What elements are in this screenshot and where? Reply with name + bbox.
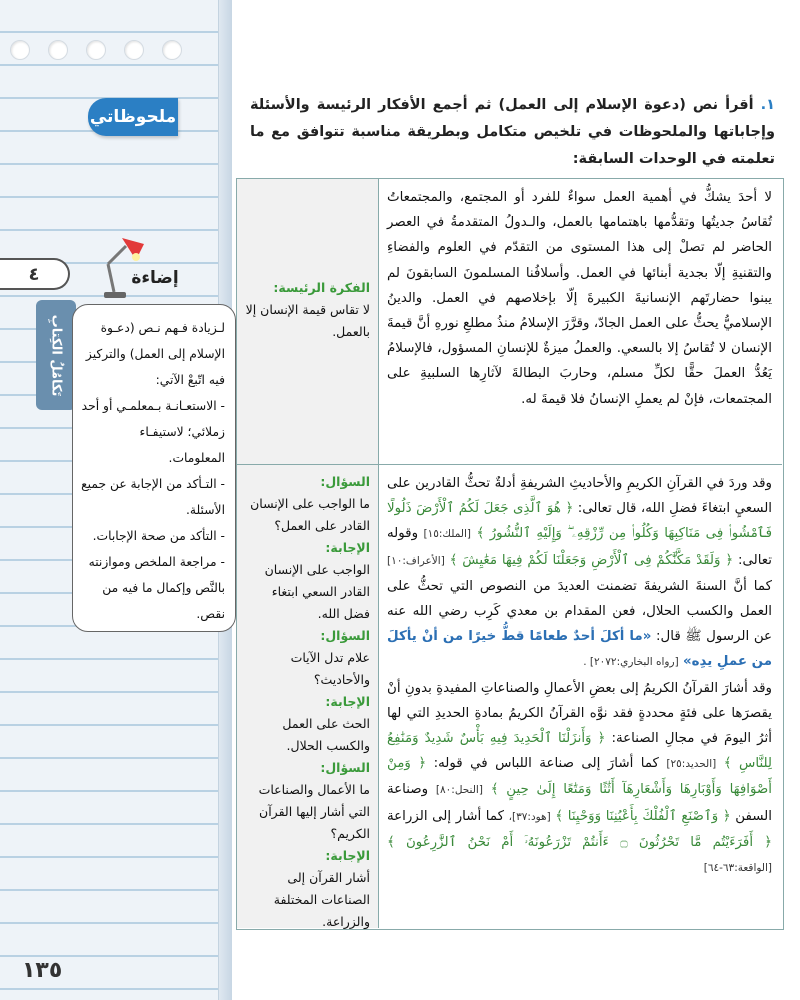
book-integration-label: تَكامُلُ الكِتابِ xyxy=(48,314,64,396)
lamp-icon xyxy=(86,232,156,302)
quran-verse: ﴿ وَٱصْنَعِ ٱلْفُلْكَ بِأَعْيُنِنَا وَوَحْيِنَا ﴾ xyxy=(555,808,731,824)
verse-reference: [الملك:١٥] xyxy=(423,528,472,541)
instruction-text: أقرأ نص (دعوة الإسلام إلى العمل) ثم أجمع الأفكار الرئيسة والأسئلة وإجاباتها والملحوظات في تلخيص متكامل وبطريقة مناسبة تتوافق مع ما تعلمته في الوحدات السابقة: xyxy=(250,97,775,167)
quran-verse: ﴿ هُوَ ٱلَّذِى جَعَلَ لَكُمُ ٱلْأَرْضَ ذَلُولًا فَٱمْشُوا۟ فِى مَنَاكِبِهَا وَكُلُوا۟ مِن رِّزْقِهِۦ ۖ وَإِلَيْهِ ٱلنُّشُورُ ﴾ xyxy=(387,501,772,542)
tip-item: - التأكد من صحة الإجابات. xyxy=(92,529,225,543)
main-idea-label: الفكرة الرئيسة: xyxy=(273,280,370,295)
quran-verse: ﴿ وَمِنْ أَصْوَافِهَا وَأَوْبَارِهَا وَأَشْعَارِهَآ أَثَٰثًا وَمَتَٰعًا إِلَىٰ حِينٍ ﴾ xyxy=(387,756,772,798)
table-row xyxy=(237,179,782,465)
binder-holes xyxy=(10,40,182,60)
verse-reference: [هود:٣٧]، xyxy=(508,810,551,823)
lamp-title: إضاءة xyxy=(131,268,179,288)
paragraph-text: وقوله تعالى: xyxy=(387,526,772,568)
binder-hole xyxy=(124,40,144,60)
instruction-number: ١. xyxy=(760,97,775,113)
binder-hole xyxy=(10,40,30,60)
answer-label: الإجابة: xyxy=(325,540,370,555)
binder-hole xyxy=(86,40,106,60)
unit-ribbon: ٤ xyxy=(0,258,70,290)
paragraph-text: كما أنَّ السنةَ الشريفةَ تضمنت العديدَ من النصوص التي تحثُّ على العمل والكسب الحلال، فعن المقدام بن معدي كَرِب رضي الله عنه عن الرسول ﷺ قال: xyxy=(387,578,773,645)
question-text: ما الواجب على الإنسان القادر على العمل؟ xyxy=(250,496,370,533)
notes-cell xyxy=(237,179,379,464)
answer-text: أشار القرآن إلى الصناعات المختلفة والزراعة. xyxy=(273,870,370,929)
quran-verse: ﴿ وَلَقَدْ مَكَّنَّٰكُمْ فِى ٱلْأَرْضِ وَجَعَلْنَا لَكُمْ فِيهَا مَعَٰيِشَ ﴾ xyxy=(449,552,734,568)
binder-hole xyxy=(162,40,182,60)
paragraph-text: كما أشار إلى الزراعة xyxy=(387,808,505,824)
verse-reference: [الواقعة:٦٣-٦٤] xyxy=(703,862,772,875)
tip-intro: لـزيادة فـهم نـص (دعـوة الإسلام إلى العمل) والتركيز فيه اتّبعْ الآتي: xyxy=(85,321,225,387)
binder-hole xyxy=(48,40,68,60)
answer-text: الحث على العمل والكسب الحلال. xyxy=(282,716,370,753)
paragraph-text: وصناعة السفن xyxy=(387,782,772,824)
question-text: علام تدل الآيات والأحاديث؟ xyxy=(290,650,370,687)
hadith-text: «ما أكلَ أحدٌ طعامًا قطُّ خيرًا من أنْ يأكلَ من عملِ يدِه» xyxy=(387,629,772,670)
passage-text: لا أحدَ يشكُّ في أهمية العمل سواءٌ للفرد أو المجتمع، والمجتمعاتُ تُقاسُ جديتُها وتقدُّمها باهتمامها بالعمل، والـدولُ المتقدمةُ في العصر الحاضر لم تصلْ إلى هذا المستوى من التقدّم في العلوم والفضاءِ والتقنيةِ إلّا بجدية أبنائها في العمل. وأسلافُنا المسلمونَ السابقونَ لم يبنوا حضارتَهم الإنسانيةَ الكبيرةَ إلّا بإخلاصهم في العمل. والدينُ الإسلاميُّ يحثُّ على العمل الجادّ، وقرَّرَ الإسلامُ منذُ مطلعِ نورهِ أنَّ قيمةَ الإنسان لا تُقاسُ إلا بالسعي. والعملُ ميزةٌ للإنسانِ المسؤول، فالإسلامُ يَعُدُّ العملَ حقًّا لكلِّ مسلم، وحاربَ البطالةَ لآثارِها السلبيةِ على المجتمعات، فإنْ لم يعملِ الإنسانُ فلا قيمةَ له. xyxy=(387,190,772,407)
paragraph-text: وقد وردَ في القرآنِ الكريمِ والأحاديثِ الشريفةِ أدلةٌ تحثُّ القادرين على السعيِ ابتغاءَ فضلِ الله، قال تعالى: xyxy=(387,476,772,517)
book-integration-tab xyxy=(36,300,76,410)
notes-label: ملحوظاتي xyxy=(88,98,178,136)
page-number: ١٣٥ xyxy=(22,958,63,983)
instruction xyxy=(250,92,775,173)
passage-cell xyxy=(379,179,782,464)
paragraph-text: وقد أشارَ القرآنُ الكريمُ إلى بعضِ الأعمالِ والصناعاتِ المفيدةِ بدونِ أنْ يقصرَها على فئةٍ محددةٍ فقد نوَّه القرآنُ الكريمُ بمادةِ الحديدِ التي لها أثرُ اليومَ في مجالِ الصناعة: xyxy=(387,680,773,747)
tip-item: - الاستعـانـة بـمعلمـي أو أحد زملائي؛ لاستيفـاء المعلومات. xyxy=(81,399,225,465)
question-label: السؤال: xyxy=(320,760,370,775)
passage-cell xyxy=(379,465,782,928)
question-text: ما الأعمال والصناعات التي أشار إليها القرآن الكريم؟ xyxy=(258,782,370,841)
verse-reference: [الأعراف:١٠] xyxy=(387,554,445,567)
question-label: السؤال: xyxy=(320,628,370,643)
paragraph-text: كما أشارَ إلى صناعة اللباس في قوله: xyxy=(433,756,659,772)
tip-item: - التـأكد من الإجابة عن جميع الأسئلة. xyxy=(81,477,225,517)
tip-item: - مراجعة الملخص وموازنته بالنَّص وإكمال ما فيه من نقص. xyxy=(88,555,225,621)
qa-cell xyxy=(237,465,379,928)
quran-verse: ﴿ أَفَرَءَيْتُم مَّا تَحْرُثُونَ ۝ ءَأَنتُمْ تَزْرَعُونَهُۥٓ أَمْ نَحْنُ ٱلزَّٰرِعُونَ ﴾ xyxy=(387,834,772,850)
answer-label: الإجابة: xyxy=(325,694,370,709)
main-idea-text: لا تقاس قيمة الإنسان إلا بالعمل. xyxy=(245,302,370,339)
summary-table xyxy=(236,178,784,930)
quran-verse: ﴿ وَأَنزَلْنَا ٱلْحَدِيدَ فِيهِ بَأْسٌ شَدِيدٌ وَمَنَٰفِعُ لِلنَّاسِ ﴾ xyxy=(387,731,772,772)
question-label: السؤال: xyxy=(320,474,370,489)
verse-reference: [النحل:٨٠] xyxy=(435,784,483,797)
tip-box xyxy=(72,304,236,632)
answer-text: الواجب على الإنسان القادر السعي ابتغاء فضل الله. xyxy=(264,562,370,621)
table-row xyxy=(237,465,782,928)
answer-label: الإجابة: xyxy=(325,848,370,863)
hadith-reference: [رواه البخاري:٢٠٧٢] . xyxy=(583,656,679,669)
verse-reference: [الحديد:٢٥] xyxy=(666,758,717,771)
